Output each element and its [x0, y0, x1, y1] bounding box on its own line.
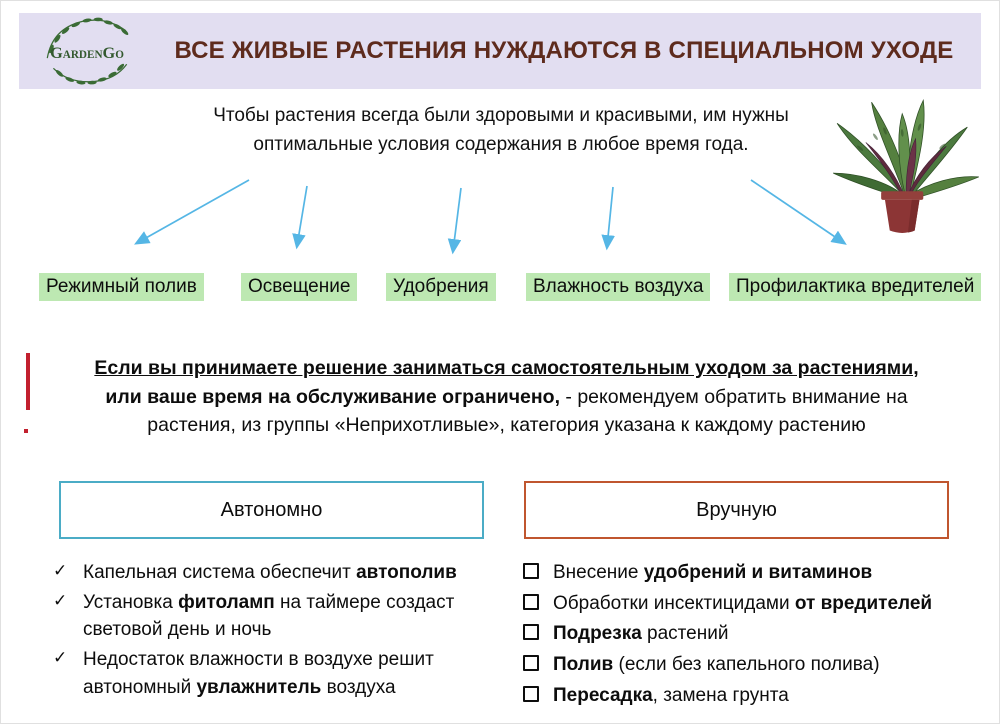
manual-list	[519, 559, 981, 713]
checkbox-square-icon	[519, 590, 553, 619]
list-item	[519, 682, 981, 711]
list-item-text: Внесение удобрений и витаминов	[553, 562, 873, 583]
care-label-fertilizer: Удобрения	[386, 273, 496, 301]
autonomous-list	[49, 559, 477, 704]
red-accent-bar	[26, 353, 30, 410]
list-item-text: Установка фитоламп на таймере создаст световой день и ночь	[83, 591, 455, 641]
checkmark-icon: ✓	[53, 590, 68, 610]
arrow-lines	[137, 180, 844, 251]
list-item-text: Обработки инсектицидами от вредителей	[553, 592, 933, 614]
list-item-text: Недостаток влажности в воздухе решит автономный увлажнитель воздуха	[83, 649, 434, 698]
logo-text: GARDENGO	[50, 43, 124, 63]
care-label-pests: Профилактика вредителей	[729, 273, 981, 301]
autonomous-box: Автономно	[59, 481, 484, 539]
potted-plant-image	[813, 85, 1000, 243]
list-item-text: Пересадка, замена грунта	[553, 684, 789, 706]
intro-text: Чтобы растения всегда были здоровыми и красивыми, им нужны оптимальные условия содержания в любое время года.	[213, 105, 789, 156]
list-item	[519, 559, 981, 588]
care-label-lighting: Освещение	[241, 273, 357, 301]
advice-line-3: растения, из группы «Неприхотливые», категория указана к каждому растению	[147, 414, 866, 437]
checkbox-square-icon	[519, 651, 553, 680]
list-item	[49, 589, 477, 644]
care-label-watering: Режимный полив	[39, 273, 204, 301]
checkbox-square-icon	[519, 620, 553, 649]
list-item-text: Подрезка растений	[553, 623, 729, 645]
manual-box: Вручную	[524, 481, 949, 539]
advice-line-1: Если вы принимаете решение заниматься самостоятельным уходом за растениями,	[94, 357, 919, 379]
list-item	[519, 620, 981, 649]
page-title: ВСЕ ЖИВЫЕ РАСТЕНИЯ НУЖДАЮТСЯ В СПЕЦИАЛЬНОМ УХОДЕ	[174, 37, 954, 64]
list-item-text: Капельная система обеспечит автополив	[83, 562, 457, 583]
list-item	[49, 646, 477, 701]
advice-line-2: или ваше время на обслуживание ограничено, - рекомендуем обратить внимание на	[105, 385, 908, 408]
checkbox-square-icon	[519, 682, 553, 711]
care-label-humidity: Влажность воздуха	[526, 273, 710, 301]
gardengo-logo	[31, 9, 143, 93]
list-item	[519, 651, 981, 680]
header-banner	[19, 13, 981, 89]
checkbox-square-icon	[519, 559, 553, 588]
advice-text	[39, 354, 974, 440]
plant-pot-rim	[881, 191, 923, 200]
checkmark-icon: ✓	[53, 648, 68, 668]
list-item	[49, 559, 477, 587]
red-accent-dot	[24, 429, 28, 433]
list-item-text: Полив (если без капельного полива)	[553, 654, 880, 676]
checkmark-icon: ✓	[53, 561, 68, 580]
list-item	[519, 590, 981, 619]
